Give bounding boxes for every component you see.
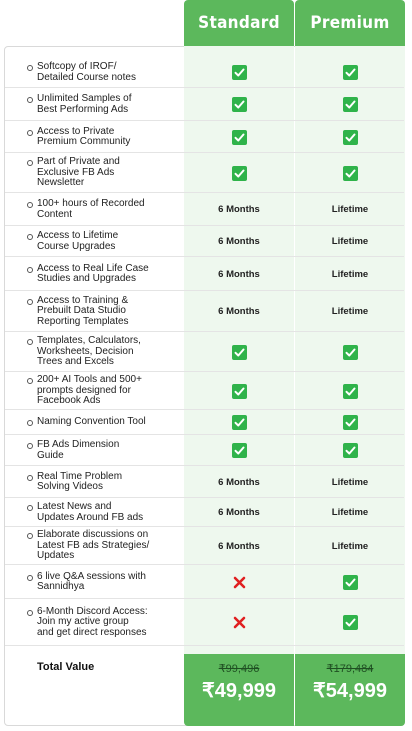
table-row <box>5 332 404 372</box>
bullet-icon <box>27 65 33 71</box>
table-row <box>5 153 404 193</box>
standard-cell <box>184 291 294 332</box>
table-row <box>5 565 404 599</box>
premium-cell <box>295 291 405 332</box>
premium-duration: Lifetime <box>331 204 369 215</box>
table-row <box>5 466 404 498</box>
bullet-icon <box>27 575 33 581</box>
premium-cell <box>295 435 405 466</box>
premium-cell <box>295 88 405 121</box>
bullet-icon <box>27 160 33 166</box>
table-row <box>5 257 404 291</box>
premium-cell <box>295 466 405 498</box>
standard-cell <box>184 372 294 410</box>
premium-cell <box>295 599 405 646</box>
premium-duration: Lifetime <box>331 540 369 552</box>
standard-cell <box>184 498 294 527</box>
check-icon <box>232 443 247 458</box>
standard-price: ₹49,999 <box>202 680 276 702</box>
standard-cell <box>184 599 294 646</box>
standard-cell <box>184 435 294 466</box>
bullet-icon <box>27 339 33 345</box>
feature-label: Naming Convention Tool <box>37 416 146 428</box>
bullet-icon <box>27 299 33 305</box>
table-row <box>5 57 404 88</box>
premium-cell <box>295 372 405 410</box>
standard-cell <box>184 121 294 153</box>
check-icon <box>343 97 358 112</box>
premium-cell <box>295 57 405 88</box>
feature-label: Access to Training & Prebuilt Data Studio Reporting Templates <box>37 294 129 327</box>
premium-duration: Lifetime <box>331 507 369 518</box>
premium-column-header: Premium <box>295 0 405 46</box>
premium-duration: Lifetime <box>331 306 369 317</box>
standard-cell <box>184 332 294 372</box>
table-row <box>5 226 404 257</box>
feature-label: 6 live Q&A sessions with Sannidhya <box>37 570 146 592</box>
feature-label: Access to Private Premium Community <box>37 125 131 147</box>
standard-cell <box>184 226 294 257</box>
table-row <box>5 193 404 226</box>
table-row <box>5 121 404 153</box>
premium-price: ₹54,999 <box>313 680 387 702</box>
bullet-icon <box>27 505 33 511</box>
check-icon <box>343 575 358 590</box>
standard-cell <box>184 410 294 435</box>
check-icon <box>232 384 247 399</box>
feature-label: Real Time Problem Solving Videos <box>37 470 123 492</box>
feature-label: Unlimited Samples of Best Performing Ads <box>37 93 132 115</box>
premium-cell <box>295 565 405 599</box>
premium-cell <box>295 121 405 153</box>
standard-cell <box>184 193 294 226</box>
standard-cell <box>184 153 294 193</box>
feature-label: Latest News and Updates Around FB ads <box>37 501 144 523</box>
check-icon <box>232 130 247 145</box>
standard-duration: 6 Months <box>218 306 260 317</box>
check-icon <box>343 415 358 430</box>
bullet-icon <box>27 610 33 616</box>
feature-label: Softcopy of IROF/ Detailed Course notes <box>37 61 136 83</box>
premium-duration: Lifetime <box>331 268 369 280</box>
check-icon <box>343 345 358 360</box>
bullet-icon <box>27 267 33 273</box>
premium-cell <box>295 527 405 565</box>
feature-label: FB Ads Dimension Guide <box>37 439 120 461</box>
standard-cell <box>184 565 294 599</box>
premium-cell <box>295 332 405 372</box>
premium-original-price: ₹179,484 <box>326 663 374 675</box>
standard-duration: 6 Months <box>218 204 260 215</box>
check-icon <box>343 130 358 145</box>
feature-label: Access to Lifetime Course Upgrades <box>37 230 119 252</box>
cross-icon <box>232 615 247 630</box>
check-icon <box>232 166 247 181</box>
table-row <box>5 527 404 565</box>
table-row <box>5 498 404 527</box>
feature-label: 200+ AI Tools and 500+ prompts designed for Facebook Ads <box>37 374 142 407</box>
premium-duration: Lifetime <box>331 236 369 247</box>
bullet-icon <box>27 475 33 481</box>
standard-cell <box>184 57 294 88</box>
standard-cell <box>184 257 294 291</box>
table-row <box>5 291 404 332</box>
check-icon <box>232 415 247 430</box>
check-icon <box>343 166 358 181</box>
check-icon <box>343 615 358 630</box>
bullet-icon <box>27 533 33 539</box>
bullet-icon <box>27 130 33 136</box>
standard-cell <box>184 466 294 498</box>
standard-duration: 6 Months <box>218 268 260 280</box>
standard-column-header: Standard <box>184 0 294 46</box>
check-icon <box>343 384 358 399</box>
check-icon <box>343 443 358 458</box>
bullet-icon <box>27 234 33 240</box>
bullet-icon <box>27 202 33 208</box>
standard-duration: 6 Months <box>218 507 260 518</box>
check-icon <box>343 65 358 80</box>
feature-label: Elaborate discussions on Latest FB ads Strategies/ Updates <box>37 529 150 562</box>
feature-label: 100+ hours of Recorded Content <box>37 198 145 220</box>
feature-label: Part of Private and Exclusive FB Ads Newsletter <box>37 156 120 189</box>
cross-icon <box>232 575 247 590</box>
bullet-icon <box>27 97 33 103</box>
standard-duration: 6 Months <box>218 540 260 552</box>
check-icon <box>232 97 247 112</box>
standard-cell <box>184 88 294 121</box>
total-value-label: Total Value <box>37 661 95 673</box>
standard-cell <box>184 527 294 565</box>
premium-cell <box>295 257 405 291</box>
bullet-icon <box>27 378 33 384</box>
table-row <box>5 372 404 410</box>
standard-original-price: ₹99,496 <box>218 663 260 675</box>
premium-duration: Lifetime <box>331 476 369 488</box>
premium-cell <box>295 153 405 193</box>
premium-cell <box>295 193 405 226</box>
premium-cell <box>295 498 405 527</box>
check-icon <box>232 65 247 80</box>
premium-cell <box>295 410 405 435</box>
bullet-icon <box>27 420 33 426</box>
table-row <box>5 410 404 435</box>
bullet-icon <box>27 443 33 449</box>
premium-cell <box>295 226 405 257</box>
table-row <box>5 599 404 646</box>
check-icon <box>232 345 247 360</box>
standard-duration: 6 Months <box>218 236 260 247</box>
feature-label: 6-Month Discord Access: Join my active group and get direct responses <box>37 605 148 638</box>
feature-label: Access to Real Life Case Studies and Upgrades <box>37 262 149 284</box>
table-row <box>5 88 404 121</box>
feature-label: Templates, Calculators, Worksheets, Decision Trees and Excels <box>37 335 141 368</box>
table-row <box>5 435 404 466</box>
standard-duration: 6 Months <box>218 476 260 488</box>
